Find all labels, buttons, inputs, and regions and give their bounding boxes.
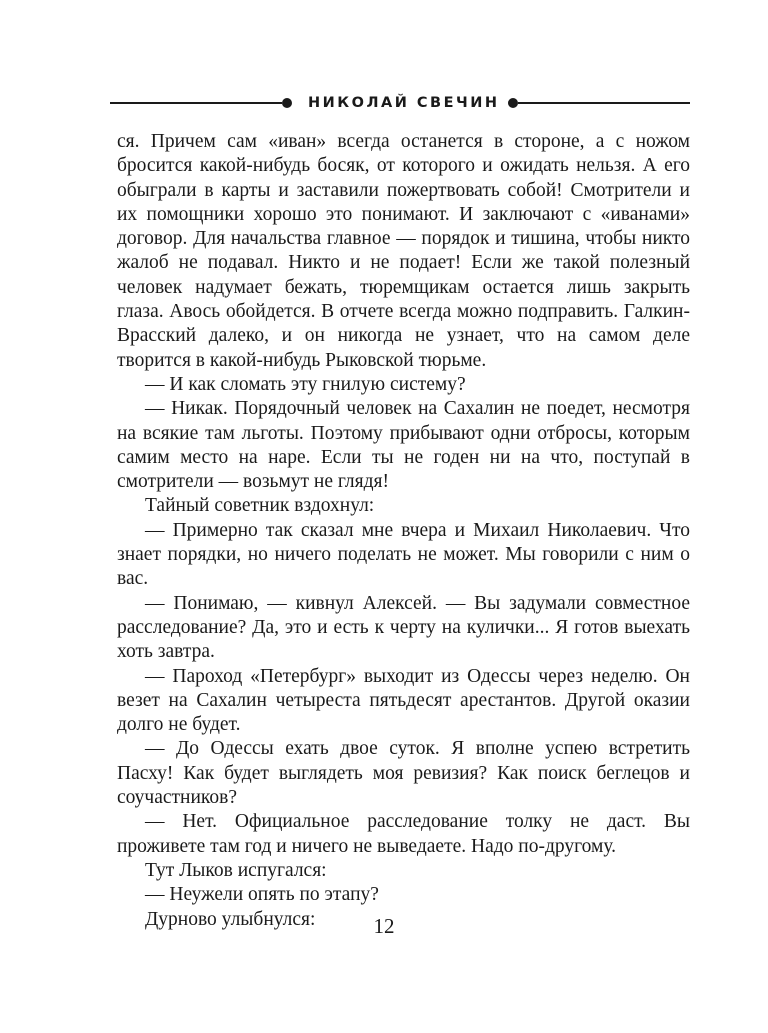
body-text bbox=[117, 130, 690, 932]
page-number: 12 bbox=[373, 914, 395, 938]
running-head bbox=[110, 91, 690, 115]
paragraph: — И как сломать эту гнилую систему? bbox=[145, 373, 466, 395]
paragraph: Дурново улыбнулся: bbox=[145, 908, 316, 930]
paragraph: ся. Причем сам «иван» всегда останется в стороне, а с ножом бросится какой-нибудь босяк, от которого и ожидать нельзя. А его обыграли в карты и заставили пожертвовать собой! Смотрители и их помощники хорошо это понимают. И заключают с «иванами» договор. Для начальства главное — порядок и тишина, чтобы никто жалоб не подавал. Никто и не подает! Если же такой полезный человек надумает бежать, тюремщикам остается лишь закрыть глаза. Авось обойдется. В отчете всегда можно подправить. Галкин-Врасский далеко, и он никогда не узнает, что на самом деле творится в какой-нибудь Рыковской тюрьме. bbox=[117, 131, 690, 371]
paragraph: — Понимаю, — кивнул Алексей. — Вы задумали совместное расследование? Да, это и есть к черту на кулички... Я готов выехать хоть завтра. bbox=[117, 592, 690, 663]
author-name: НИКОЛАЙ СВЕЧИН bbox=[308, 95, 500, 111]
paragraph: — До Одессы ехать двое суток. Я вполне успею встретить Пасху! Как будет выглядеть моя ревизия? Как поиск беглецов и соучастников? bbox=[117, 738, 690, 809]
header-bullet-right bbox=[508, 98, 518, 108]
paragraph: — Пароход «Петербург» выходит из Одессы через неделю. Он везет на Сахалин четыреста пятьдесят арестантов. Другой оказии долго не будет. bbox=[117, 665, 690, 736]
paragraph: — Неужели опять по этапу? bbox=[145, 884, 379, 906]
paragraph: — Никак. Порядочный человек на Сахалин не поедет, несмотря на всякие там льготы. Поэтому прибывают одни отбросы, которым самим место на наре. Если ты не годен ни на что, поступай в смотрители — возьмут не глядя! bbox=[117, 398, 690, 493]
paragraph: — Примерно так сказал мне вчера и Михаил Николаевич. Что знает порядки, но ничего поделать не может. Мы говорили с ним о вас. bbox=[117, 519, 690, 590]
paragraph: Тут Лыков испугался: bbox=[145, 859, 327, 881]
header-rule-right bbox=[518, 102, 690, 104]
paragraph: Тайный советник вздохнул: bbox=[145, 495, 375, 517]
paragraph: — Нет. Официальное расследование толку не даст. Вы проживете там год и ничего не выведаете. Надо по-другому. bbox=[117, 811, 690, 857]
header-bullet-left bbox=[282, 98, 292, 108]
header-rule-left bbox=[110, 102, 282, 104]
